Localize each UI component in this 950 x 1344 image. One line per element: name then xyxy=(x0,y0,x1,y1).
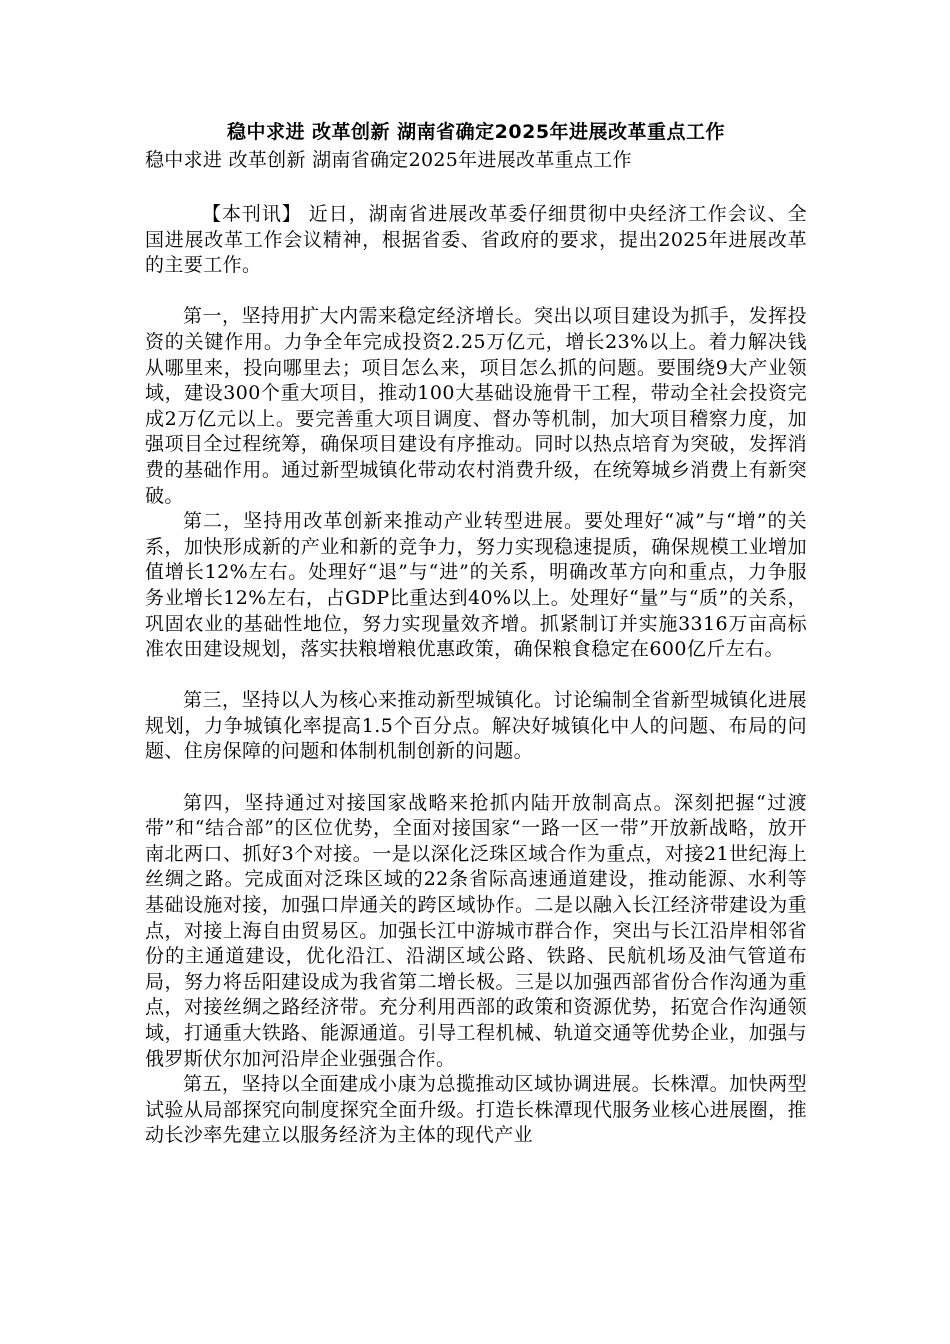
paragraph-second: 第二，坚持用改革创新来推动产业转型进展。要处理好“减”与“增”的关系，加快形成新的产业和新的竞争力，努力实现稳速提质，确保规模工业增加值增长12%左右。处理好“退”与“进”的关系，明确改革方向和重点，力争服务业增长12%左右，占GDP比重达到40%以上。处理好“量”与“质”的关系，巩固农业的基础性地位，努力实现量效齐增。抓紧制订并实施3316万亩高标准农田建设规划，落实扶粮增粮优惠政策，确保粮食稳定在600亿斤左右。 xyxy=(145,510,807,661)
paragraph-fourth: 第四，坚持通过对接国家战略来抢抓内陆开放制高点。深刻把握“过渡带”和“结合部”的区位优势，全面对接国家“一路一区一带”开放新战略，放开南北两口、抓好3个对接。一是以深化泛珠区域合作为重点，对接21世纪海上丝绸之路。完成面对泛珠区域的22条省际高速通道建设，推动能源、水利等基础设施对接，加强口岸通关的跨区域协作。二是以融入长江经济带建设为重点，对接上海自由贸易区。加强长江中游城市群合作，突出与长江沿岸相邻省份的主通道建设，优化沿江、沿湖区域公路、铁路、民航机场及油气管道布局，努力将岳阳建设成为我省第二增长极。三是以加强西部省份合作沟通为重点，对接丝绸之路经济带。充分利用西部的政策和资源优势，拓宽合作沟通领域，打通重大铁路、能源通道。引导工程机械、轨道交通等优势企业，加强与俄罗斯伏尔加河沿岸企业强强合作。 xyxy=(145,791,807,1070)
intro-paragraph: 【本刊讯】 近日，湖南省进展改革委仔细贯彻中央经济工作会议、全国进展改革工作会议精神，根据省委、省政府的要求，提出2025年进展改革的主要工作。 xyxy=(145,203,807,277)
paragraph-third: 第三，坚持以人为核心来推动新型城镇化。讨论编制全省新型城镇化进展规划，力争城镇化率提高1.5个百分点。解决好城镇化中人的问题、布局的问题、住房保障的问题和体制机制创新的问题。 xyxy=(145,689,807,763)
paragraph-fifth: 第五，坚持以全面建成小康为总揽推动区域协调进展。长株潭。加快两型试验从局部探究向制度探究全面升级。打造长株潭现代服务业核心进展圈，推动长沙率先建立以服务经济为主体的现代产业 xyxy=(145,1073,807,1147)
paragraph-first: 第一，坚持用扩大内需来稳定经济增长。突出以项目建设为抓手，发挥投资的关键作用。力争全年完成投资2.25万亿元，增长23%以上。着力解决钱从哪里来，投向哪里去；项目怎么来，项目怎么抓的问题。要围绕9大产业领域，建设300个重大项目，推动100大基础设施骨干工程，带动全社会投资完成2万亿元以上。要完善重大项目调度、督办等机制，加大项目稽察力度，加强项目全过程统筹，确保项目建设有序推动。同时以热点培育为突破，发挥消费的基础作用。通过新型城镇化带动农村消费升级，在统筹城乡消费上有新突破。 xyxy=(145,305,807,507)
document-title: 稳中求进 改革创新 湖南省确定2025年进展改革重点工作 xyxy=(226,121,726,143)
document-subtitle: 稳中求进 改革创新 湖南省确定2025年进展改革重点工作 xyxy=(145,149,632,171)
document-page xyxy=(145,118,807,1149)
